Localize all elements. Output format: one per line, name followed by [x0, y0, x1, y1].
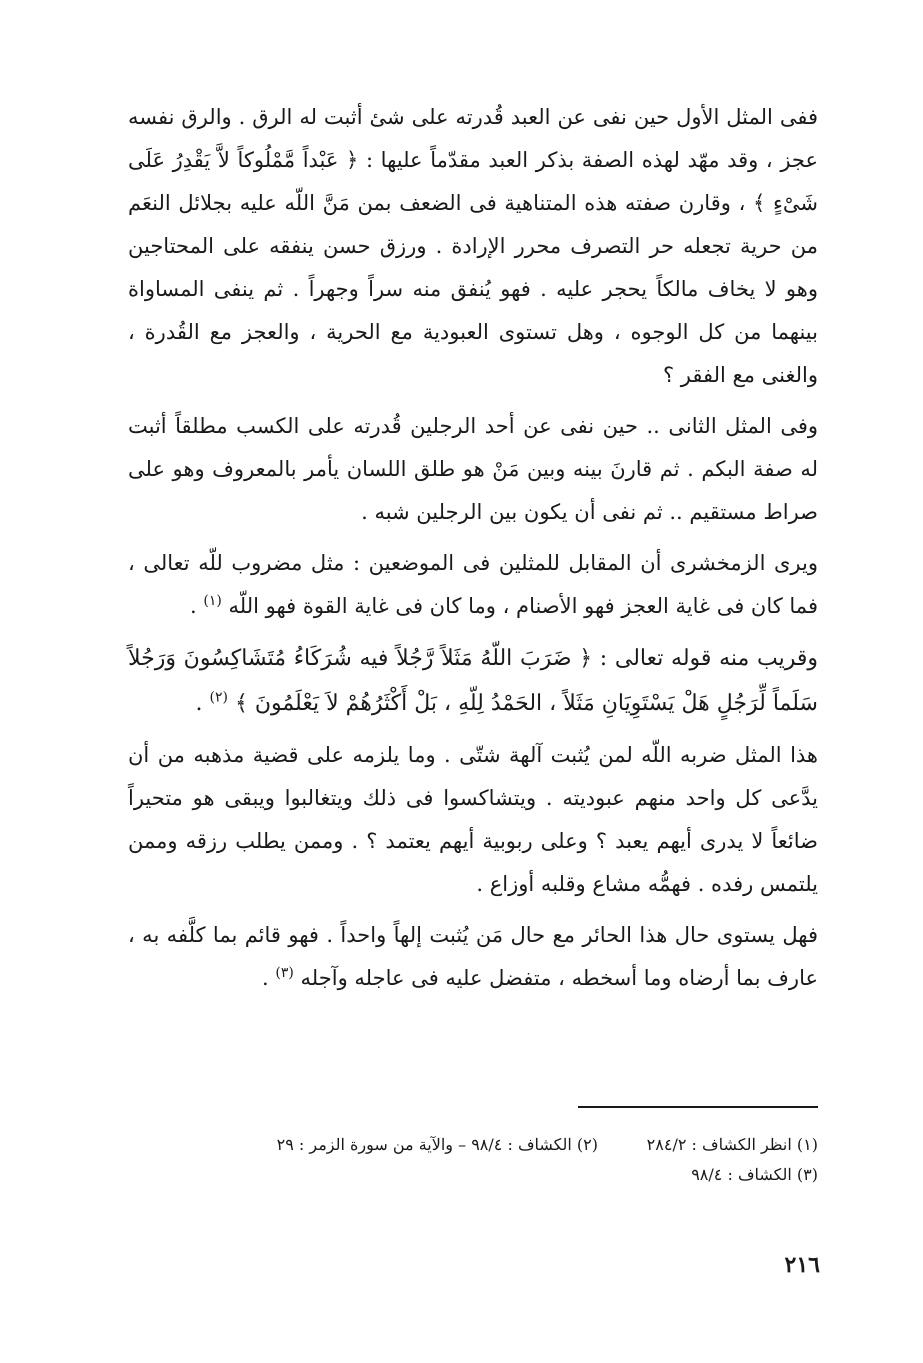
paragraph-end: . [195, 691, 203, 716]
footnotes [128, 1130, 818, 1190]
footnote-3: (٣) الكشاف : ٩٨/٤ [691, 1165, 818, 1184]
footnote-2: (٢) الكشاف : ٩٨/٤ – والآية من سورة الزمر : ٢٩ [276, 1135, 598, 1154]
paragraph-1 [128, 96, 818, 397]
footnote-ref-2[interactable]: (٢) [209, 689, 228, 706]
footnote-ref-1[interactable]: (١) [203, 593, 222, 609]
paragraph-end: . [262, 966, 269, 990]
footnote-row [128, 1160, 818, 1190]
paragraph-3 [128, 542, 818, 628]
footnote-1: (١) انظر الكشاف : ٢٨٤/٢ [646, 1135, 818, 1154]
paragraph-text: فهل يستوى حال هذا الحائر مع حال مَن يُثبت إلهاً واحداً . فهو قائم بما كلَّفه به ، عارف بما أرضاه وما أسخطه ، متفضل عليه فى عاجله وآجله [128, 923, 818, 990]
footnote-divider [578, 1106, 818, 1108]
paragraph-6 [128, 914, 818, 1000]
paragraph-end: . [190, 594, 197, 618]
paragraph-4 [128, 636, 818, 726]
paragraph-text: وفى المثل الثانى .. حين نفى عن أحد الرجلين قُدرته على الكسب مطلقاً أثبت له صفة البكم . ثم قارنَ بينه وبين مَنْ هو طلق اللسان يأمر بالمعروف وهو على صراط مستقيم .. ثم نفى أن يكون بين الرجلين شبه . [128, 414, 818, 524]
paragraph-text: وقريب منه قوله تعالى : ﴿ ضَرَبَ اللّهُ مَثَلاً رَّجُلاً فيه شُرَكَاءُ مُتَشَاكِسُونَ وَرَجُلاً سَلَماً لِّرَجُلٍ هَلْ يَسْتَوِيَانِ مَثَلاً ، الحَمْدُ لِلّهِ ، بَلْ أَكْثَرُهُمْ لاَ يَعْلَمُونَ ﴾ [128, 646, 818, 716]
paragraph-text: ففى المثل الأول حين نفى عن العبد قُدرته على شئ أثبت له الرق . والرق نفسه عجز ، وقد مهّد لهذه الصفة بذكر العبد مقدّماً عليها : ﴿ عَبْداً مَّمْلُوكاً لاَّ يَقْدِرُ عَلَى شَىْءٍ ﴾ ، وقارن صفته هذه المتناهية فى الضعف بمن مَنَّ اللّه عليه بجلائل النعَم من حرية تجعله حر التصرف محرر الإرادة . ورزق حسن ينفقه على المحتاجين وهو لا يخاف مالكاً يحجر عليه . فهو يُنفق منه سراً وجهراً . ثم ينفى المساواة بينهما من كل الوجوه ، وهل تستوى العبودية مع الحرية ، والعجز مع القُدرة ، والغنى مع الفقر ؟ [128, 105, 818, 387]
page-number: ٢١٦ [784, 1252, 820, 1278]
paragraph-5 [128, 734, 818, 906]
paragraph-text: هذا المثل ضربه اللّه لمن يُثبت آلهة شتّى . وما يلزمه على قضية مذهبه من أن يدَّعى كل واحد منهم عبوديته . ويتشاكسوا فى ذلك ويتغالبوا ويبقى هو متحيراً ضائعاً لا يدرى أيهم يعبد ؟ وعلى ربوبية أيهم يعتمد ؟ . وممن يطلب رزقه وممن يلتمس رفده . فهمُّه مشاع وقلبه أوزاع . [128, 743, 818, 896]
paragraph-2 [128, 405, 818, 534]
paragraph-text: ويرى الزمخشرى أن المقابل للمثلين فى الموضعين : مثل مضروب للّه تعالى ، فما كان فى غاية العجز فهو الأصنام ، وما كان فى غاية القوة فهو اللّه [128, 551, 818, 618]
footnote-ref-3[interactable]: (٣) [275, 965, 294, 981]
footnote-row [128, 1130, 818, 1160]
main-text [128, 96, 818, 1008]
